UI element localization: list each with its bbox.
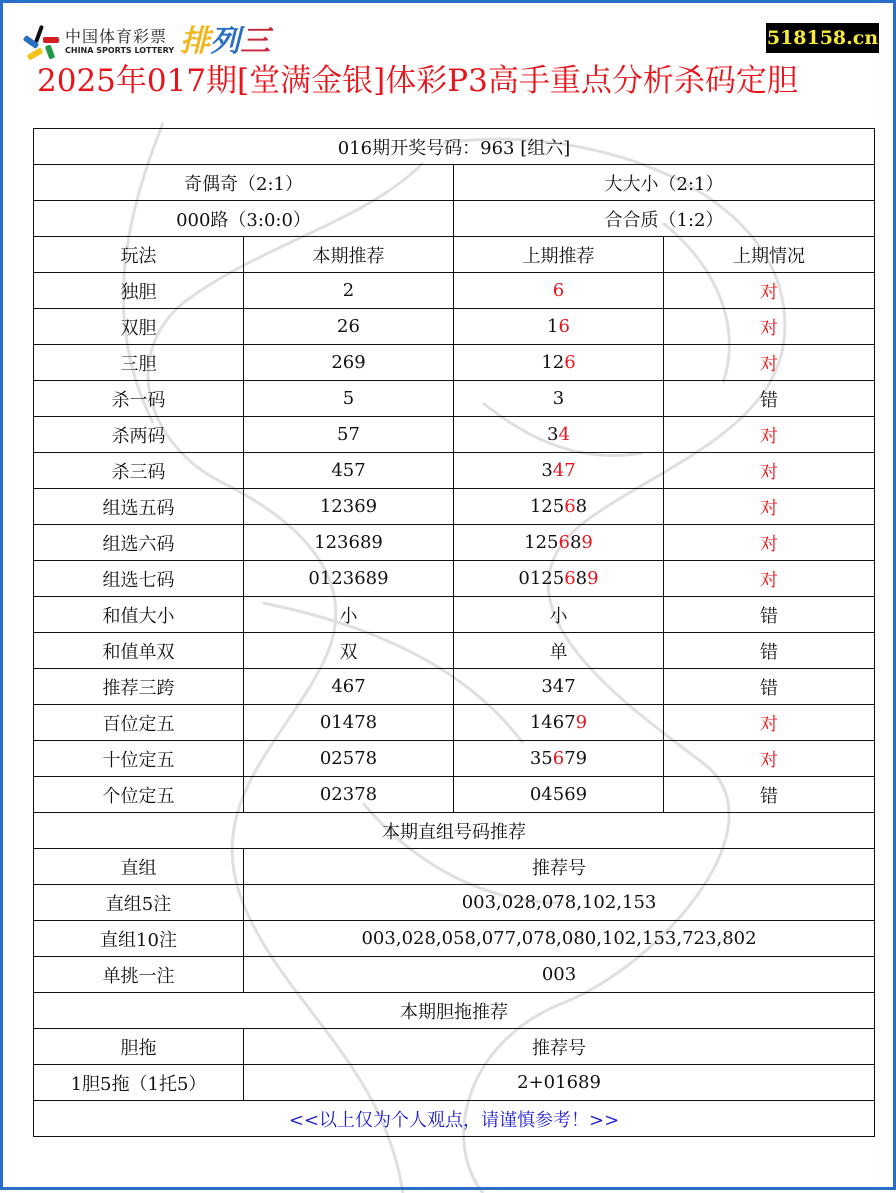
play-type: 组选五码 (34, 489, 244, 525)
table-row (34, 525, 875, 561)
table-row (34, 633, 875, 669)
miss-digits: 8 (569, 532, 582, 553)
logo-english-text: CHINA SPORTS LOTTERY (65, 46, 175, 55)
miss-digits: 8 (575, 568, 588, 589)
dantuo-value: 2+01689 (244, 1065, 875, 1101)
play-type: 杀三码 (34, 453, 244, 489)
current-recommendation: 467 (244, 669, 454, 705)
table-row (34, 741, 875, 777)
direct-row (34, 957, 875, 993)
composite-prime-pattern: 合合质（1:2） (454, 201, 875, 237)
miss-digits: 35 (529, 748, 553, 769)
play-type: 三胆 (34, 345, 244, 381)
result-correct: 对 (664, 345, 875, 381)
dantuo-section-title-row (34, 993, 875, 1029)
previous-recommendation (454, 705, 664, 741)
site-badge: 518158.cn (766, 23, 879, 53)
table-row (34, 417, 875, 453)
previous-recommendation (454, 417, 664, 453)
miss-digits: 04569 (529, 784, 588, 805)
direct-section-title-row (34, 813, 875, 849)
hit-digits: 9 (587, 568, 599, 589)
direct-header-value: 推荐号 (244, 849, 875, 885)
miss-digits: 347 (541, 676, 576, 697)
current-recommendation: 123689 (244, 525, 454, 561)
direct-value: 003,028,058,077,078,080,102,153,723,802 (244, 921, 875, 957)
hit-digits: 6 (552, 280, 565, 301)
miss-digits: 125 (529, 496, 565, 517)
current-recommendation: 小 (244, 597, 454, 633)
miss-digits: 12 (541, 352, 565, 373)
play-type: 组选六码 (34, 525, 244, 561)
pailie-san-logo (180, 26, 270, 58)
hit-digits: 6 (564, 568, 576, 589)
direct-row (34, 921, 875, 957)
table-row (34, 669, 875, 705)
big-small-pattern: 大大小（2:1） (454, 165, 875, 201)
current-recommendation: 5 (244, 381, 454, 417)
play-type: 组选七码 (34, 561, 244, 597)
logo-game-text: 排列三 (180, 24, 271, 59)
play-type: 和值单双 (34, 633, 244, 669)
current-recommendation: 457 (244, 453, 454, 489)
lottery-star-icon (21, 23, 61, 61)
footer-note: <<以上仅为个人观点，请谨慎参考！>> (34, 1101, 875, 1137)
china-sports-lottery-logo (21, 23, 270, 61)
play-type: 杀两码 (34, 417, 244, 453)
previous-recommendation (454, 597, 664, 633)
result-wrong: 错 (664, 597, 875, 633)
miss-digits: 8 (575, 496, 588, 517)
pattern-row-1 (34, 165, 875, 201)
miss-digits: 0125 (518, 568, 565, 589)
direct-value: 003,028,078,102,153 (244, 885, 875, 921)
miss-digits: 125 (524, 532, 559, 553)
column-header-row (34, 237, 875, 273)
table-row (34, 381, 875, 417)
previous-recommendation (454, 669, 664, 705)
result-correct: 对 (664, 273, 875, 309)
table-row (34, 453, 875, 489)
hit-digits: 4 (558, 424, 570, 445)
table-row (34, 597, 875, 633)
current-recommendation: 0123689 (244, 561, 454, 597)
hit-digits: 6 (558, 316, 570, 337)
direct-value: 003 (244, 957, 875, 993)
play-type: 独胆 (34, 273, 244, 309)
table-row (34, 561, 875, 597)
result-correct: 对 (664, 705, 875, 741)
result-wrong: 错 (664, 777, 875, 813)
dantuo-section-title: 本期胆拖推荐 (34, 993, 875, 1029)
previous-recommendation (454, 561, 664, 597)
previous-recommendation (454, 345, 664, 381)
hit-digits: 6 (558, 532, 570, 553)
page-title: 2025年017期[堂满金银]体彩P3高手重点分析杀码定胆 (37, 63, 798, 99)
footer-note-row (34, 1101, 875, 1137)
dantuo-header-label: 胆拖 (34, 1029, 244, 1065)
result-wrong: 错 (664, 633, 875, 669)
result-correct: 对 (664, 453, 875, 489)
hit-digits: 47 (552, 460, 576, 481)
miss-digits: 小 (549, 605, 568, 627)
miss-digits: 1 (547, 316, 559, 337)
result-correct: 对 (664, 525, 875, 561)
play-type: 个位定五 (34, 777, 244, 813)
dantuo-header-value: 推荐号 (244, 1029, 875, 1065)
current-recommendation: 双 (244, 633, 454, 669)
direct-header-row (34, 849, 875, 885)
miss-digits: 3 (552, 388, 565, 409)
current-recommendation: 26 (244, 309, 454, 345)
hit-digits: 6 (564, 352, 576, 373)
hit-digits: 6 (564, 496, 576, 517)
table-row (34, 345, 875, 381)
miss-digits: 79 (564, 748, 588, 769)
previous-recommendation (454, 273, 664, 309)
hit-digits: 9 (575, 712, 588, 733)
previous-recommendation (454, 741, 664, 777)
current-recommendation: 57 (244, 417, 454, 453)
current-recommendation: 02578 (244, 741, 454, 777)
previous-recommendation (454, 381, 664, 417)
play-type: 十位定五 (34, 741, 244, 777)
odd-even-pattern: 奇偶奇（2:1） (34, 165, 454, 201)
previous-recommendation (454, 309, 664, 345)
direct-label: 直组5注 (34, 885, 244, 921)
column-header-current: 本期推荐 (244, 237, 454, 273)
current-recommendation: 12369 (244, 489, 454, 525)
hit-digits: 6 (552, 748, 565, 769)
table-row (34, 309, 875, 345)
result-correct: 对 (664, 417, 875, 453)
table-row (34, 489, 875, 525)
current-recommendation: 2 (244, 273, 454, 309)
draw-result-row (34, 129, 875, 165)
hit-digits: 9 (581, 532, 593, 553)
logo-chinese-text: 中国体育彩票 (65, 27, 168, 46)
miss-digits: 1467 (529, 712, 576, 733)
direct-label: 单挑一注 (34, 957, 244, 993)
miss-digits: 3 (541, 460, 553, 481)
result-correct: 对 (664, 561, 875, 597)
previous-recommendation (454, 489, 664, 525)
table-row (34, 705, 875, 741)
miss-digits: 3 (547, 424, 559, 445)
previous-recommendation (454, 453, 664, 489)
result-correct: 对 (664, 741, 875, 777)
direct-section-title: 本期直组号码推荐 (34, 813, 875, 849)
column-header-result: 上期情况 (664, 237, 875, 273)
table-row (34, 777, 875, 813)
current-recommendation: 02378 (244, 777, 454, 813)
pattern-row-2 (34, 201, 875, 237)
previous-recommendation (454, 633, 664, 669)
result-wrong: 错 (664, 381, 875, 417)
dantuo-row (34, 1065, 875, 1101)
play-type: 双胆 (34, 309, 244, 345)
result-wrong: 错 (664, 669, 875, 705)
analysis-table (33, 128, 875, 1137)
dantuo-header-row (34, 1029, 875, 1065)
play-type: 推荐三跨 (34, 669, 244, 705)
direct-row (34, 885, 875, 921)
current-recommendation: 269 (244, 345, 454, 381)
result-correct: 对 (664, 309, 875, 345)
previous-recommendation (454, 525, 664, 561)
column-header-play: 玩法 (34, 237, 244, 273)
table-row (34, 273, 875, 309)
current-recommendation: 01478 (244, 705, 454, 741)
play-type: 百位定五 (34, 705, 244, 741)
direct-header-label: 直组 (34, 849, 244, 885)
previous-recommendation (454, 777, 664, 813)
direct-label: 直组10注 (34, 921, 244, 957)
miss-digits: 单 (549, 641, 568, 663)
column-header-previous: 上期推荐 (454, 237, 664, 273)
result-correct: 对 (664, 489, 875, 525)
route-pattern: 000路（3:0:0） (34, 201, 454, 237)
play-type: 和值大小 (34, 597, 244, 633)
dantuo-label: 1胆5拖（1托5） (34, 1065, 244, 1101)
draw-result: 016期开奖号码：963 [组六] (34, 129, 875, 165)
play-type: 杀一码 (34, 381, 244, 417)
